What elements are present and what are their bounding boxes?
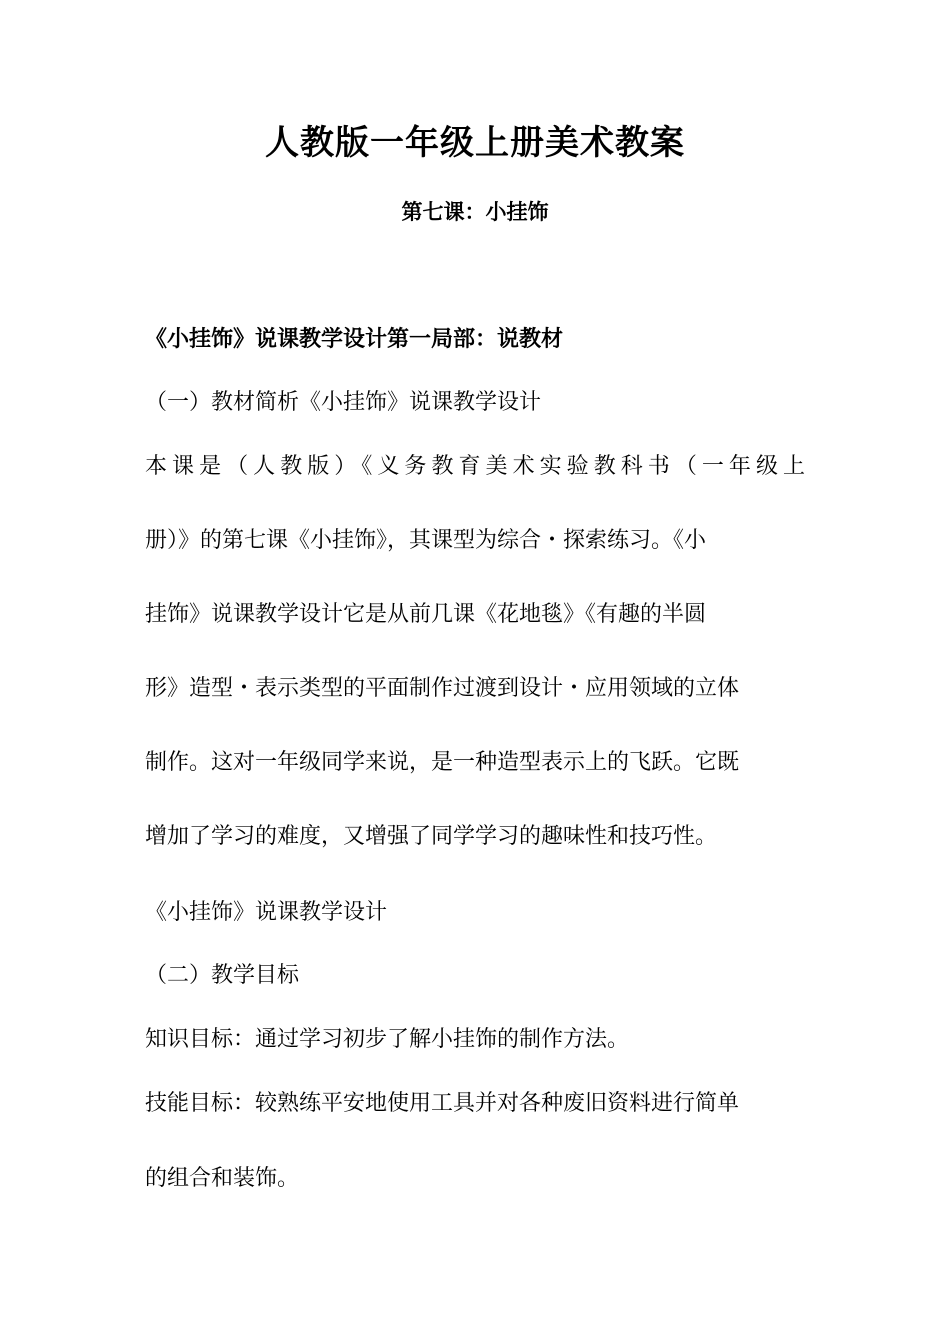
document-title: 人教版一年级上册美术教案	[265, 123, 685, 163]
subsection-heading-materials: （一）教材简析《小挂饰》说课教学设计	[145, 390, 542, 415]
lesson-subtitle: 第七课：小挂饰	[401, 199, 549, 224]
paragraph-line: 挂饰》说课教学设计它是从前几课《花地毯》《有趣的半圆	[145, 602, 707, 627]
paragraph-line: 本课是（人教版）《义务教育美术实验教科书（一年级上	[145, 454, 805, 479]
paragraph-line: 增加了学习的难度，又增强了同学学习的趣味性和技巧性。	[145, 824, 718, 849]
skill-goal-line: 的组合和装饰。	[145, 1166, 300, 1191]
knowledge-goal: 知识目标：通过学习初步了解小挂饰的制作方法。	[145, 1027, 630, 1052]
subsection-heading-goals: （二）教学目标	[145, 963, 300, 988]
paragraph-line: 制作。这对一年级同学来说，是一种造型表示上的飞跃。它既	[145, 750, 740, 775]
paragraph-line: 册）》的第七课《小挂饰》，其课型为综合・探索练习。《小	[145, 528, 707, 553]
caption-line: 《小挂饰》说课教学设计	[145, 900, 388, 925]
skill-goal-line: 技能目标：较熟练平安地使用工具并对各种废旧资料进行简单	[145, 1091, 740, 1116]
section-heading: 《小挂饰》说课教学设计第一局部：说教材	[145, 326, 564, 352]
paragraph-line: 形》造型・表示类型的平面制作过渡到设计・应用领域的立体	[145, 676, 740, 701]
